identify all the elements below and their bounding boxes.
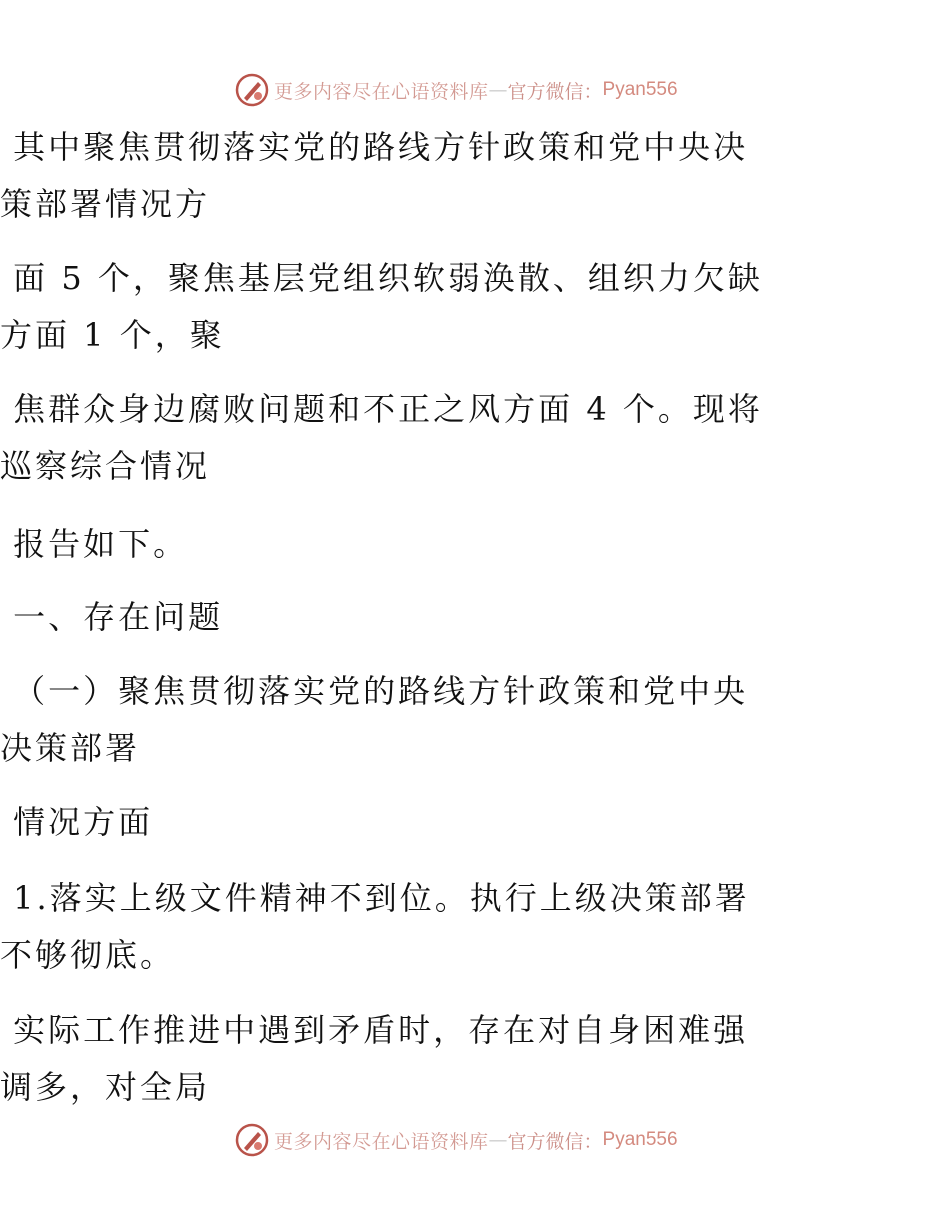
watermark-wechat-id: Pyan556 bbox=[602, 1129, 678, 1150]
text-line: 报告如下。 bbox=[0, 525, 189, 563]
pen-seal-icon bbox=[234, 1122, 270, 1158]
header-watermark bbox=[234, 70, 678, 110]
watermark-wechat-id: Pyan556 bbox=[602, 79, 678, 100]
text-line: 焦群众身边腐败问题和不正之风方面 4 个。现将 bbox=[0, 390, 763, 428]
watermark-wechat-label: 官方微信： bbox=[507, 80, 603, 103]
section-heading: 一、存在问题 bbox=[0, 598, 224, 636]
text-line: 不够彻底。 bbox=[0, 936, 176, 974]
text-line: 1.落实上级文件精神不到位。执行上级决策部署 bbox=[0, 879, 750, 917]
text-line: 实际工作推进中遇到矛盾时，存在对自身困难强 bbox=[0, 1011, 749, 1049]
watermark-wechat-label: 官方微信： bbox=[507, 1130, 603, 1153]
subsection-heading: （一）聚焦贯彻落实党的路线方针政策和党中央 bbox=[0, 672, 749, 710]
text-line: 策部署情况方 bbox=[0, 185, 211, 223]
text-line: 调多，对全局 bbox=[0, 1068, 211, 1106]
text-line: 方面 1 个，聚 bbox=[0, 316, 225, 354]
subsection-heading: 决策部署 bbox=[0, 729, 141, 767]
footer-watermark bbox=[234, 1120, 678, 1160]
watermark-text: 更多内容尽在心语资料库 bbox=[274, 1130, 489, 1153]
watermark-dash: — bbox=[488, 1129, 508, 1151]
subsection-heading: 情况方面 bbox=[0, 803, 154, 841]
pen-seal-icon bbox=[234, 72, 270, 108]
watermark-dash: — bbox=[488, 79, 508, 101]
text-line: 其中聚焦贯彻落实党的路线方针政策和党中央决 bbox=[0, 128, 749, 166]
text-line: 面 5 个，聚焦基层党组织软弱涣散、组织力欠缺 bbox=[0, 259, 763, 297]
text-line: 巡察综合情况 bbox=[0, 447, 211, 485]
watermark-text: 更多内容尽在心语资料库 bbox=[274, 80, 489, 103]
